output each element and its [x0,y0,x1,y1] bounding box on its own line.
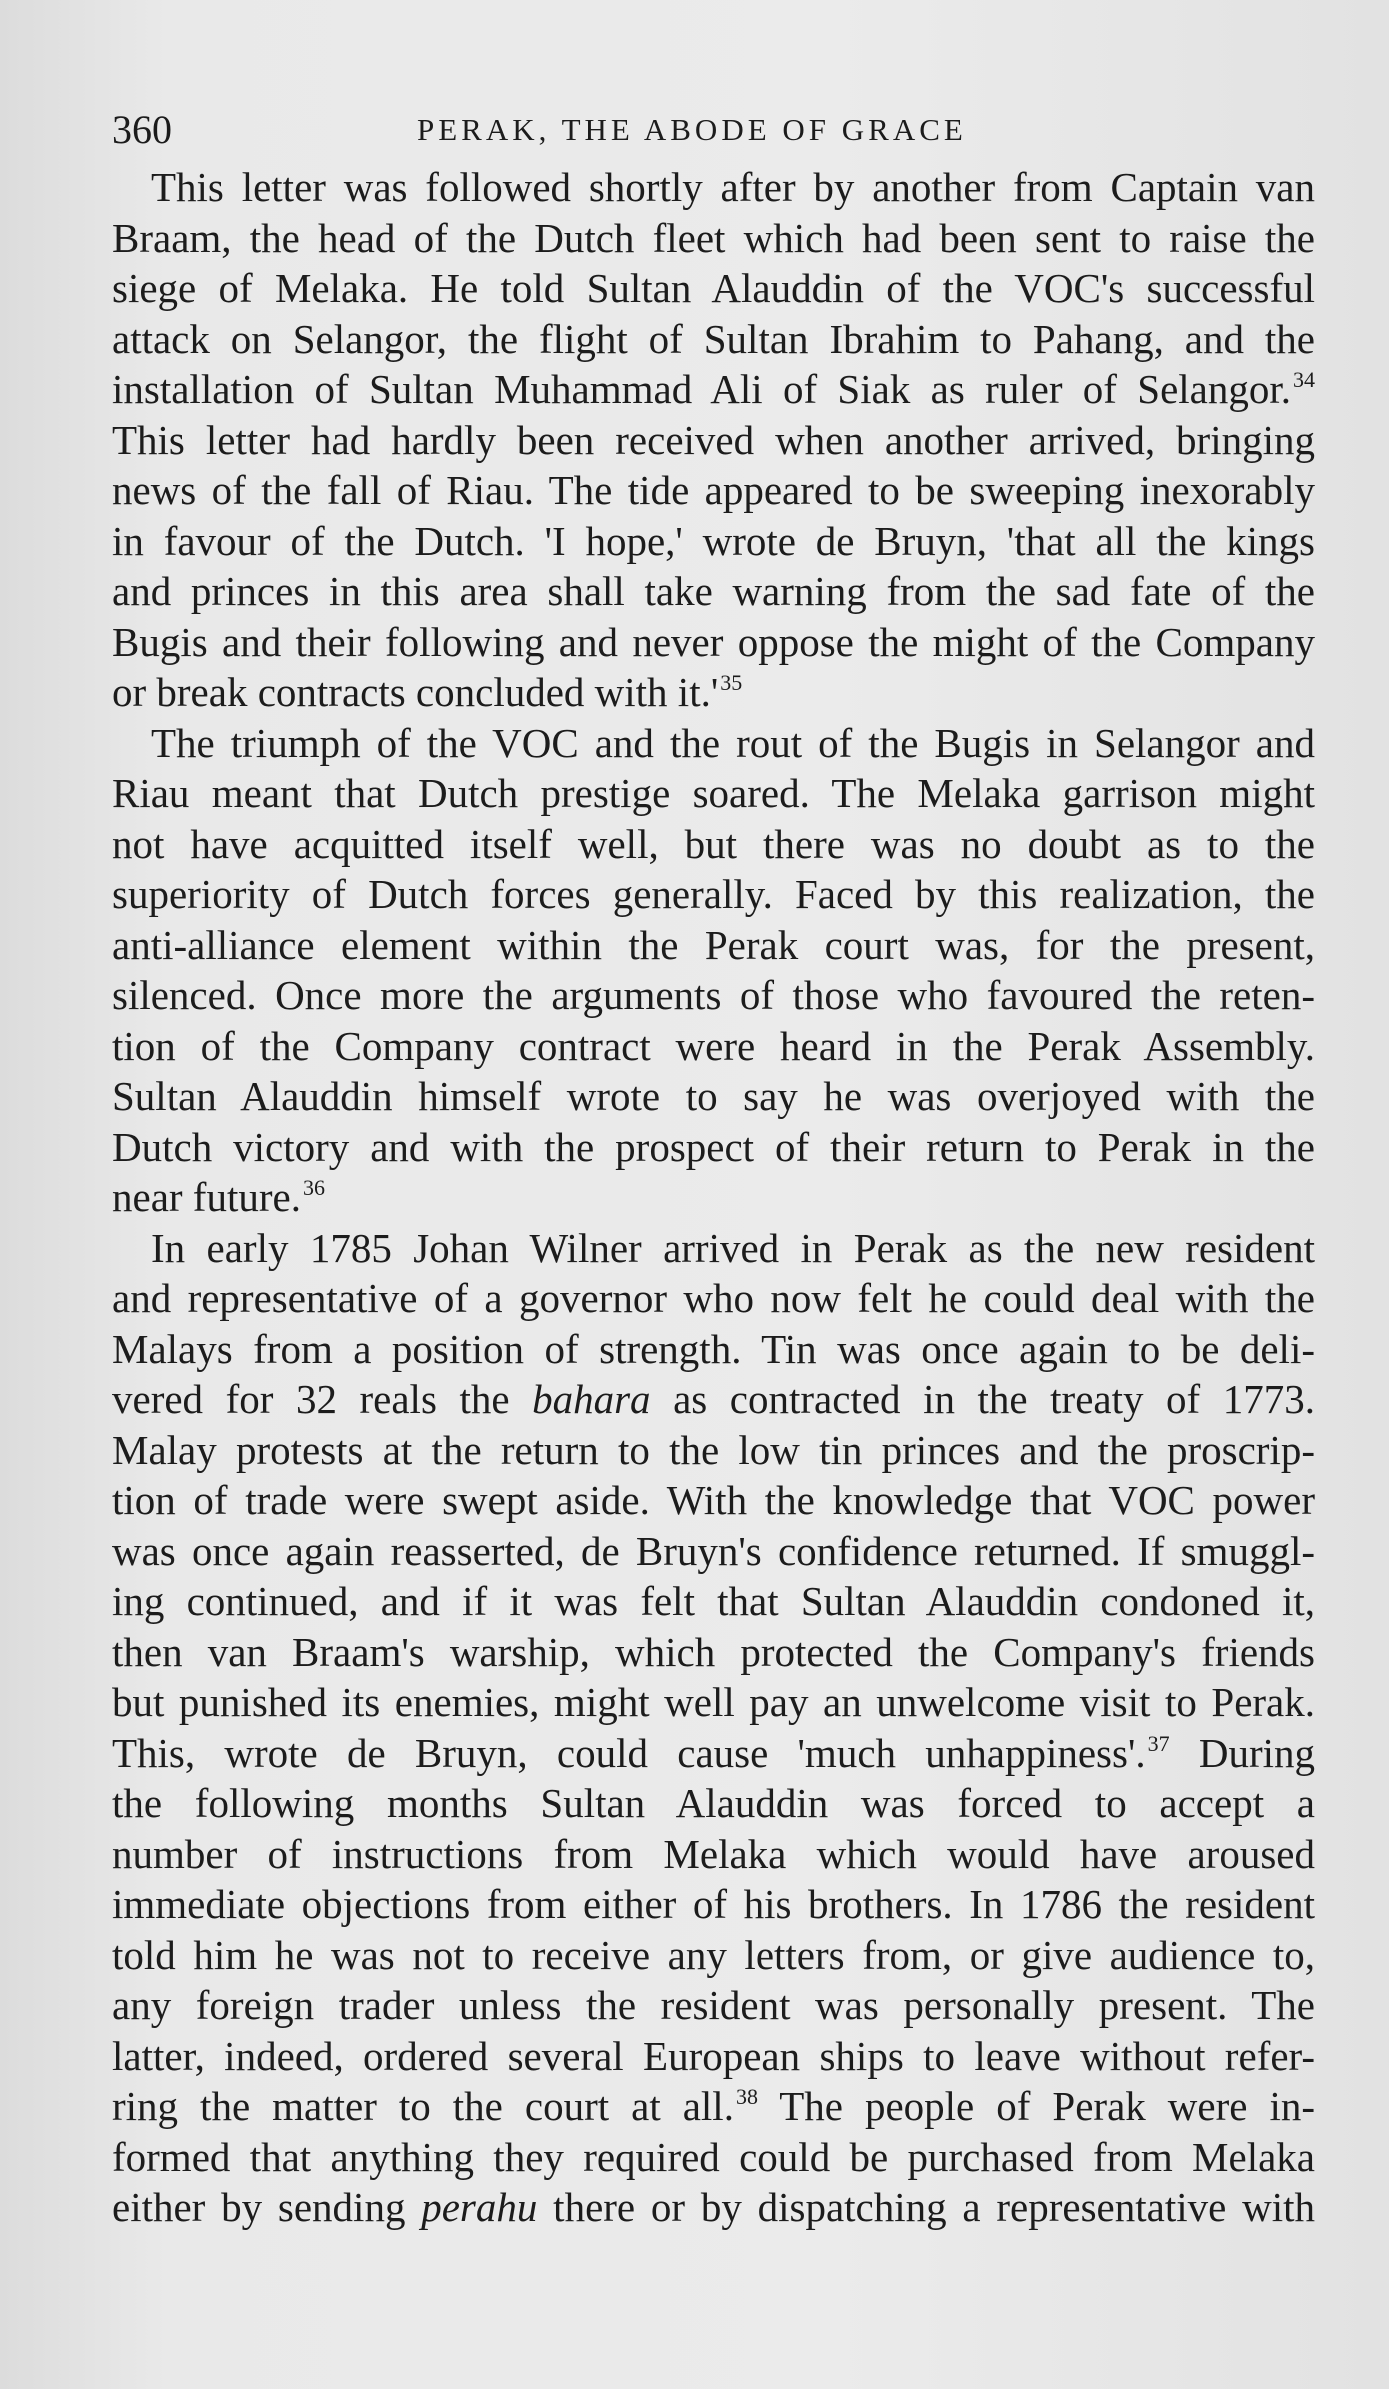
text-line [112,768,1315,819]
text-line [112,819,1315,870]
text-segment: Sultan Alauddin himself wrote to say he was overjoyed with the [112,1073,1315,1119]
text-line [112,1677,1315,1728]
text-line [112,1425,1315,1476]
text-segment: or break contracts concluded with it.' [112,669,719,715]
text-line [112,1829,1315,1880]
text-line [112,213,1315,264]
text-segment: Malay protests at the return to the low tin princes and the proscrip- [112,1426,1315,1473]
text-segment: number of instructions from Melaka which would have aroused [112,1830,1315,1877]
text-segment: Bugis and their following and never oppose the might of the Company [112,618,1315,665]
italic-term: bahara [532,1376,651,1422]
text-segment: Riau meant that Dutch prestige soared. The Melaka garrison might [112,770,1315,816]
text-line [112,869,1315,920]
text-line [112,1728,1315,1779]
text-segment: attack on Selangor, the flight of Sultan Ibrahim to Pahang, and the [112,315,1315,362]
text-segment: latter, indeed, ordered several European ships to leave without refer- [112,2032,1315,2079]
text-segment: was once again reasserted, de Bruyn's confidence returned. If smuggl- [112,1527,1315,1574]
text-line [112,1374,1315,1425]
italic-term: perahu [421,2184,538,2230]
text-segment: any foreign trader unless the resident was personally present. The [112,1982,1315,2028]
text-segment: Malays from a position of strength. Tin was once again to be deli- [112,1325,1315,1372]
text-segment: vered for 32 reals the [112,1376,533,1422]
text-line [112,2132,1315,2183]
running-title: PERAK, THE ABODE OF GRACE [417,112,967,147]
paragraph [112,718,1315,1223]
text-segment: either by sending [112,2184,422,2230]
page-number: 360 [112,107,172,152]
text-segment: Dutch victory and with the prospect of their return to Perak in the [112,1123,1315,1170]
text-line [112,1021,1315,1072]
text-segment: there or by dispatching a representative with [537,2184,1315,2230]
text-line [112,1172,1315,1223]
text-line [112,263,1315,314]
text-segment: as contracted in the treaty of 1773. [650,1376,1315,1422]
text-line [112,364,1315,415]
text-segment: immediate objections from either of his brothers. In 1786 the resident [112,1881,1315,1927]
text-line [112,2031,1315,2082]
text-segment: In early 1785 Johan Wilner arrived in Perak as the new resident [151,1224,1315,1271]
text-segment: and princes in this area shall take warning from the sad fate of the [112,568,1315,614]
text-segment: Braam, the head of the Dutch fleet which had been sent to raise the [112,214,1315,261]
text-segment: ring the matter to the court at all. [112,2083,734,2129]
paragraph [112,1223,1315,2233]
text-segment: The triumph of the VOC and the rout of the Bugis in Selangor and [151,719,1315,766]
text-line [112,1980,1315,2031]
text-segment: in favour of the Dutch. 'I hope,' wrote de Bruyn, 'that all the kings [112,517,1315,564]
text-line [112,1930,1315,1981]
text-segment: anti-alliance element within the Perak court was, for the present, [112,921,1315,968]
text-segment: near future. [112,1174,301,1220]
text-line [112,1576,1315,1627]
text-segment: ing continued, and if it was felt that Sultan Alauddin condoned it, [112,1578,1315,1624]
text-line [112,1273,1315,1324]
text-segment: but punished its enemies, might well pay an unwelcome visit to Perak. [112,1679,1315,1725]
text-line [112,314,1315,365]
text-line [112,667,1315,718]
text-line [112,970,1315,1021]
text-segment: tion of trade were swept aside. With the knowledge that VOC power [112,1477,1315,1523]
footnote-marker: 34 [1293,367,1315,392]
text-line [112,1778,1315,1829]
text-line [112,1627,1315,1678]
text-segment: This letter was followed shortly after by another from Captain van [151,164,1315,210]
text-segment: This letter had hardly been received when another arrived, bringing [112,416,1315,463]
text-line [112,1475,1315,1526]
text-segment: installation of Sultan Muhammad Ali of Siak as ruler of Selangor. [112,366,1291,412]
text-segment: the following months Sultan Alauddin was forced to accept a [112,1780,1315,1826]
footnote-marker: 36 [302,1175,325,1200]
text-line [112,617,1315,668]
text-line [112,415,1315,466]
text-segment: superiority of Dutch forces generally. Faced by this realization, the [112,871,1315,917]
text-segment: During [1169,1729,1316,1776]
text-segment: then van Braam's warship, which protected the Company's friends [112,1628,1315,1675]
body-text [112,162,1315,2233]
text-line [112,516,1315,567]
text-line [112,566,1315,617]
text-segment: formed that anything they required could be purchased from Melaka [112,2133,1315,2180]
text-line [112,1879,1315,1930]
text-segment: told him he was not to receive any letters from, or give audience to, [112,1931,1315,1978]
text-line [112,920,1315,971]
footnote-marker: 35 [720,670,743,695]
text-line [112,718,1315,769]
text-segment: siege of Melaka. He told Sultan Alauddin of the VOC's successful [112,265,1315,311]
text-segment: The people of Perak were in- [757,2083,1315,2129]
text-line [112,465,1315,516]
text-line [112,1122,1315,1173]
text-line [112,2182,1315,2233]
text-segment: and representative of a governor who now felt he could deal with the [112,1275,1315,1321]
text-segment: tion of the Company contract were heard in the Perak Assembly. [112,1022,1315,1069]
text-segment: This, wrote de Bruyn, could cause 'much unhappiness'. [112,1729,1146,1776]
running-head [112,100,1312,160]
footnote-marker: 37 [1147,1730,1170,1756]
text-line [112,162,1315,213]
paragraph [112,162,1315,718]
text-segment: silenced. Once more the arguments of those who favoured the reten- [112,972,1315,1018]
text-line [112,2081,1315,2132]
text-line [112,1223,1315,1274]
text-line [112,1071,1315,1122]
text-line [112,1324,1315,1375]
text-segment: not have acquitted itself well, but there was no doubt as to the [112,820,1315,867]
text-line [112,1526,1315,1577]
footnote-marker: 38 [735,2084,758,2109]
text-segment: news of the fall of Riau. The tide appeared to be sweeping inexorably [112,467,1315,513]
